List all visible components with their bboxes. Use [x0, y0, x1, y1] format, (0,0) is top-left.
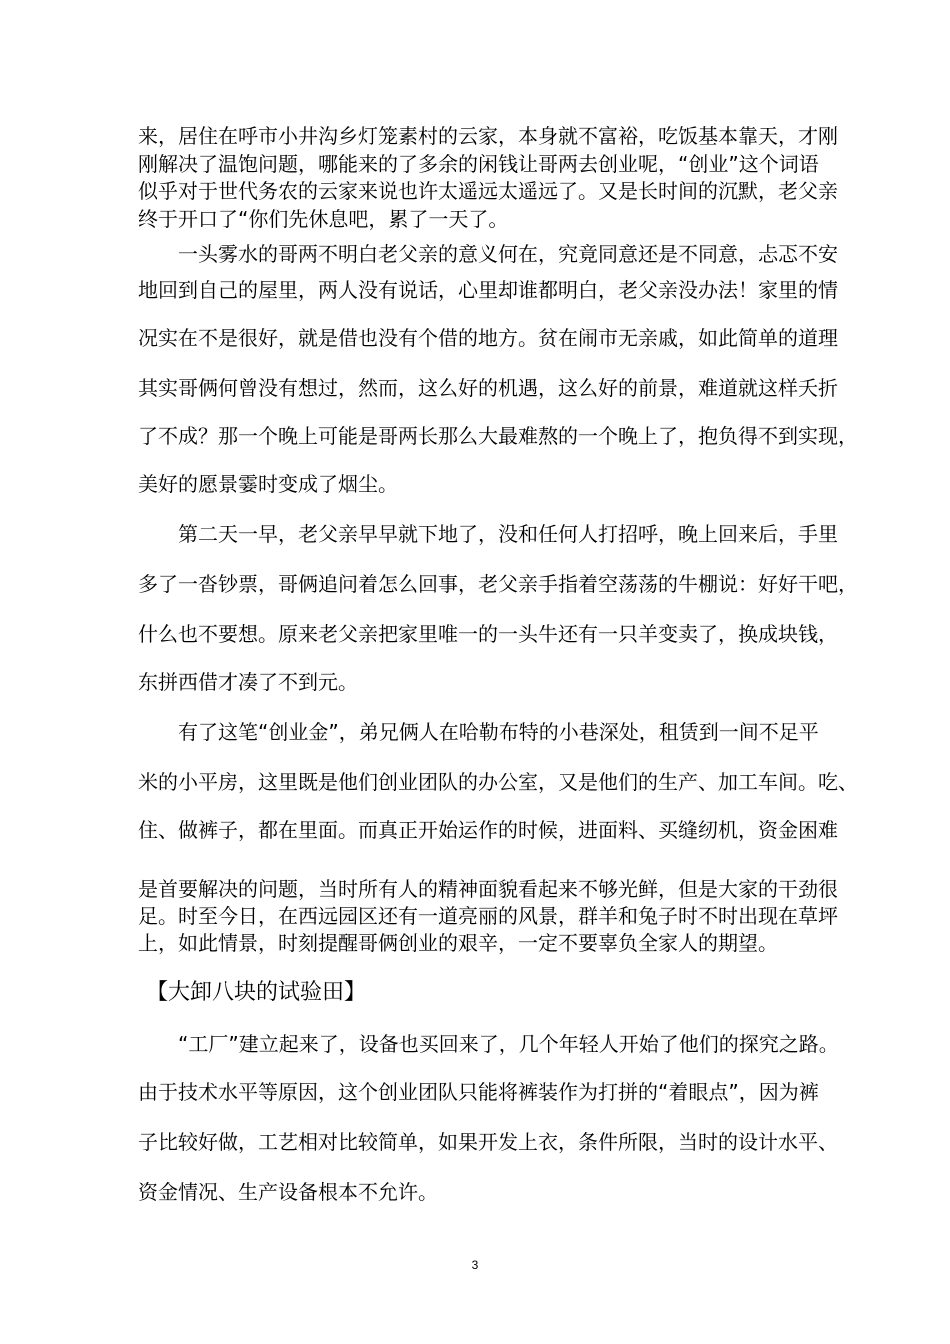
- body-text-line: 是首要解决的问题，当时所有人的精神面貌看起来不够光鲜，但是大家的干劲很: [138, 877, 838, 901]
- body-text-line: 了不成？那一个晚上可能是哥两长那么大最难熬的一个晚上了，抱负得不到实现，: [138, 424, 858, 448]
- body-text-line: 其实哥俩何曾没有想过，然而，这么好的机遇，这么好的前景，难道就这样夭折: [138, 376, 838, 400]
- body-text-line: 况实在不是很好，就是借也没有个借的地方。贫在闹市无亲戚，如此简单的道理: [138, 326, 838, 350]
- body-text-line: 一头雾水的哥两不明白老父亲的意义何在，究竟同意还是不同意，忐忑不安: [178, 242, 838, 266]
- body-text-line: 地回到自己的屋里，两人没有说话，心里却谁都明白，老父亲没办法！家里的情: [138, 278, 838, 302]
- body-text-line: 上，如此情景，时刻提醒哥俩创业的艰辛，一定不要辜负全家人的期望。: [138, 931, 778, 955]
- body-text-line: 东拼西借才凑了不到元。: [138, 670, 358, 694]
- body-text-line: 多了一沓钞票，哥俩追问着怎么回事，老父亲手指着空荡荡的牛棚说：好好干吧，: [138, 572, 858, 596]
- body-text-line: 米的小平房，这里既是他们创业团队的办公室，又是他们的生产、加工车间。吃、: [138, 770, 858, 794]
- body-text-line: 由于技术水平等原因，这个创业团队只能将裤装作为打拼的“着眼点”，因为裤: [138, 1080, 819, 1104]
- body-text-line: 住、做裤子，都在里面。而真正开始运作的时候，进面料、买缝纫机，资金困难: [138, 818, 838, 842]
- body-text-line: 什么也不要想。原来老父亲把家里唯一的一头牛还有一只羊变卖了，换成块钱，: [138, 622, 838, 646]
- section-heading: 【大卸八块的试验田】: [146, 980, 367, 1005]
- page-number: 3: [471, 1258, 479, 1272]
- body-text-line: 足。时至今日，在西远园区还有一道亮丽的风景，群羊和兔子时不时出现在草坪: [138, 904, 838, 928]
- body-text-line: 终于开口了“你们先休息吧，累了一天了。: [138, 207, 509, 231]
- body-text-line: 美好的愿景霎时变成了烟尘。: [138, 472, 398, 496]
- body-text-line: “工厂”建立起来了，设备也买回来了，几个年轻人开始了他们的探究之路。: [178, 1032, 839, 1056]
- body-text-line: 子比较好做，工艺相对比较简单，如果开发上衣，条件所限，当时的设计水平、: [138, 1130, 838, 1154]
- body-text-line: 刚解决了温饱问题，哪能来的了多余的闲钱让哥两去创业呢，“创业”这个词语: [138, 152, 819, 176]
- body-text-line: 似乎对于世代务农的云家来说也许太遥远太遥远了。又是长时间的沉默，老父亲: [138, 179, 838, 203]
- body-text-line: 来，居住在呼市小井沟乡灯笼素村的云家，本身就不富裕，吃饭基本靠天，才刚: [138, 124, 838, 148]
- body-text-line: 资金情况、生产设备根本不允许。: [138, 1180, 438, 1204]
- body-text-line: 有了这笔“创业金”，弟兄俩人在哈勒布特的小巷深处，租赁到一间不足平: [178, 720, 819, 744]
- body-text-line: 第二天一早，老父亲早早就下地了，没和任何人打招呼，晚上回来后，手里: [178, 522, 838, 546]
